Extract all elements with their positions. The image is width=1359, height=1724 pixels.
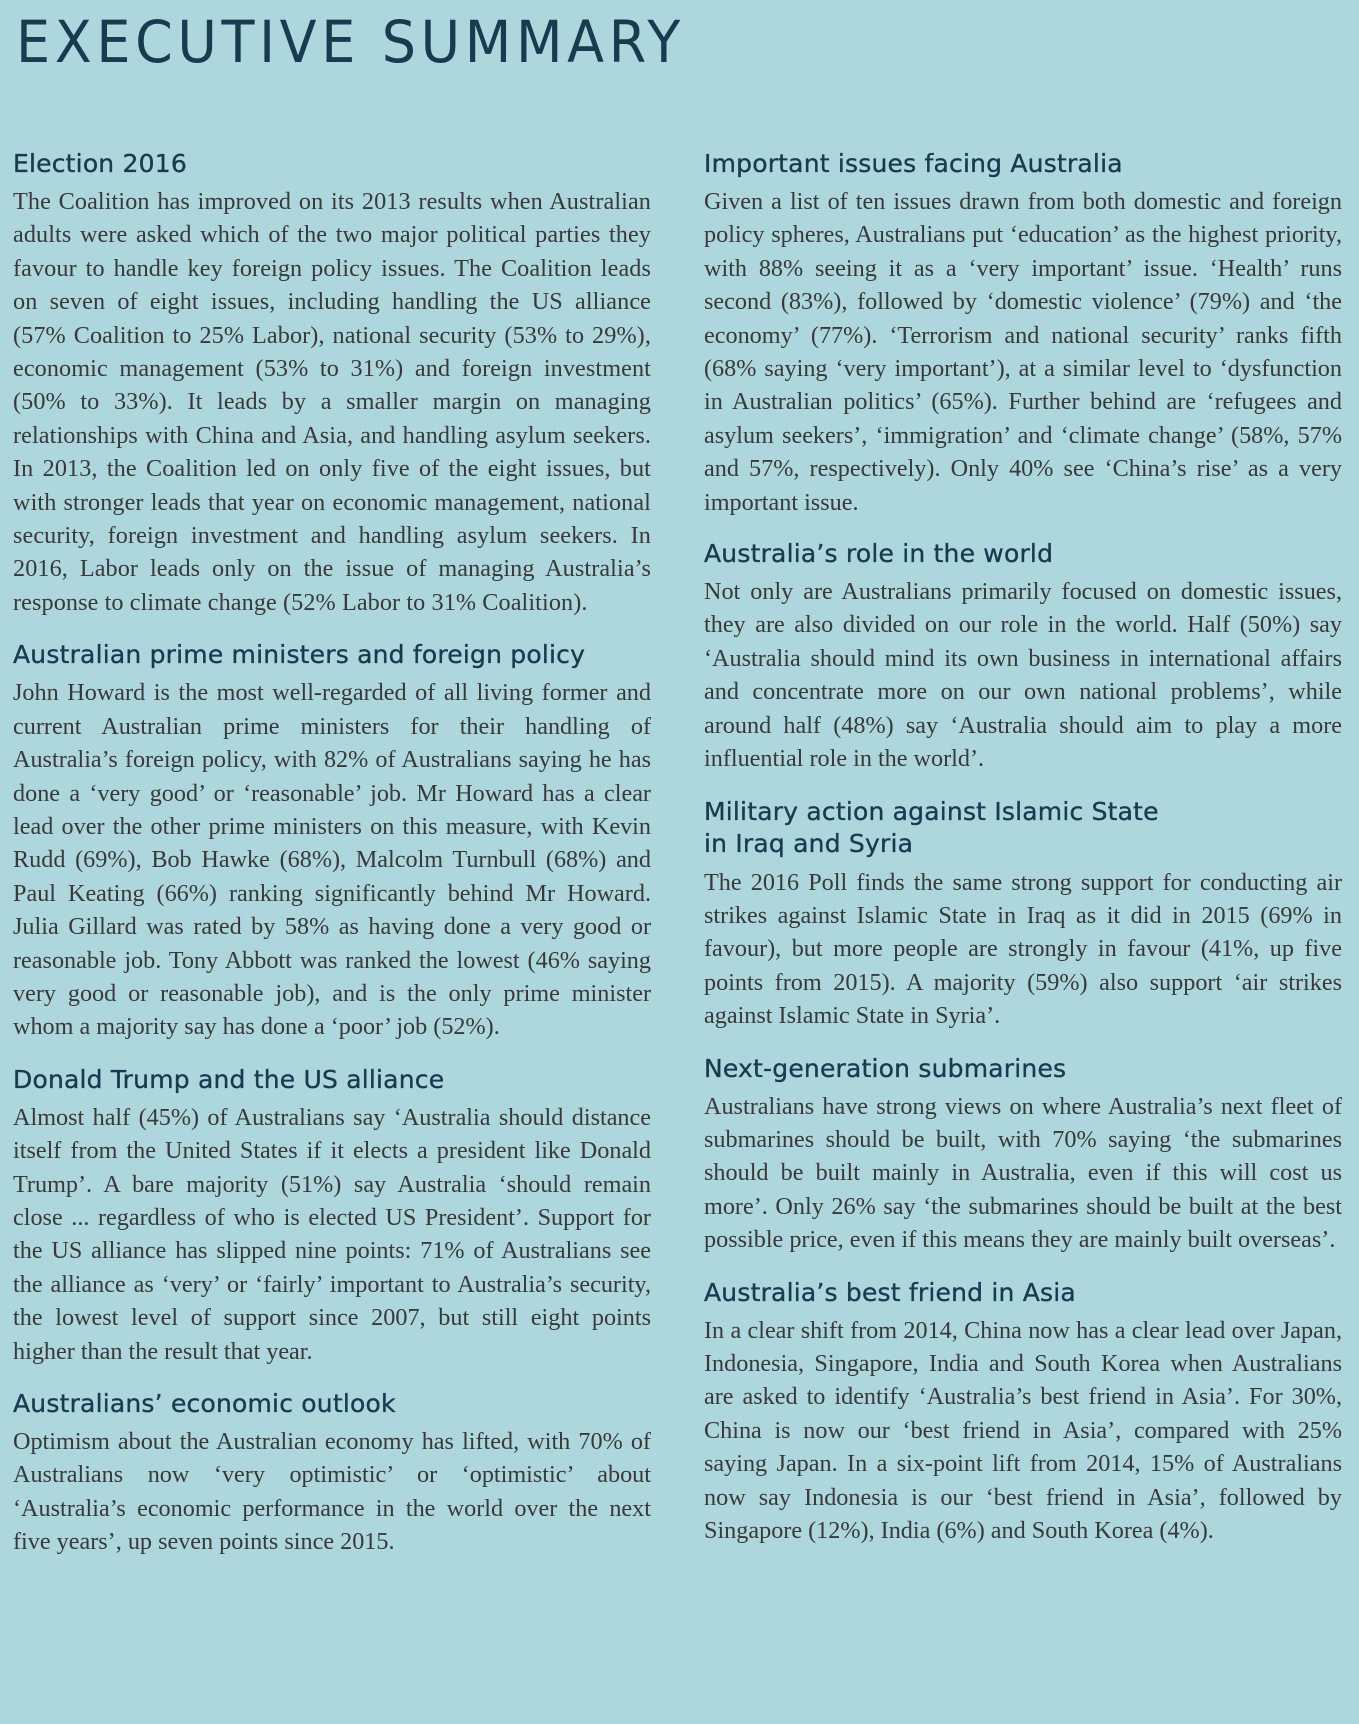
section-body: In a clear shift from 2014, China now has a clear lead over Japan, Indonesia, Singapore, India and South Korea when Australians are asked to identify ‘Australia’s best friend in Asia’. For 30%, China is now our ‘best friend in Asia’, compared with 25% saying Japan. In a six-point lift from 2014, 15% of Australians now say Indonesia is our ‘best friend in Asia’, followed by Singapore (12%), India (6%) and South Korea (4%). [704,1316,1342,1544]
section-body: The Coalition has improved on its 2013 results when Australian adults were asked which of the two major political parties they favour to handle key foreign policy issues. The Coalition leads on seven of eight issues, including handling the US alliance (57% Coalition to 25% Labor), national security (53% to 29%), economic management (53% to 31%) and foreign investment (50% to 33%). It leads by a smaller margin on managing relationships with China and Asia, and handling asylum seekers. In 2013, the Coalition led on only five of the eight issues, but with stronger leads that year on economic management, national security, foreign investment and handling asylum seekers. In 2016, Labor leads only on the issue of managing Australia’s response to climate change (52% Labor to 31% Coalition). [13,188,651,616]
section-submarines [704,1053,1342,1257]
section-trump-us-alliance [13,1064,651,1368]
section-heading: Australia’s best friend in Asia [704,1277,1076,1307]
right-column [704,148,1342,1547]
section-important-issues [704,148,1342,519]
section-body: Australians have strong views on where Australia’s next fleet of submarines should be built, with 70% saying ‘the submarines should be built mainly in Australia, even if this will cost us more’. Only 26% say ‘the submarines should be built at the best possible price, even if this means they are mainly built overseas’. [704,1092,1342,1254]
section-body: John Howard is the most well-regarded of all living former and current Australian prime ministers for their handling of Australia’s foreign policy, with 82% of Australians saying he has done a ‘very good’ or ‘reasonable’ job. Mr Howard has a clear lead over the other prime ministers on this measure, with Kevin Rudd (69%), Bob Hawke (68%), Malcolm Turnbull (68%) and Paul Keating (66%) ranking significantly behind Mr Howard. Julia Gillard was rated by 58% as having done a very good or reasonable job. Tony Abbott was ranked the lowest (46% saying very good or reasonable job), and is the only prime minister whom a majority say has done a ‘poor’ job (52%). [13,679,651,1041]
section-heading: Australians’ economic outlook [13,1389,396,1418]
section-heading-line-1: Military action against Islamic State [704,796,1159,826]
section-heading [704,796,1342,860]
section-body: Given a list of ten issues drawn from both domestic and foreign policy spheres, Australians put ‘education’ as the highest priority, with 88% seeing it as a ‘very important’ issue. ‘Health’ runs second (83%), followed by ‘domestic violence’ (79%) and ‘the economy’ (77%). ‘Terrorism and national security’ ranks fifth (68% saying ‘very important’), at a similar level to ‘dysfunction in Australian politics’ (65%). Further behind are ‘refugees and asylum seekers’, ‘immigration’ and ‘climate change’ (58%, 57% and 57%, respectively). Only 40% see ‘China’s rise’ as a very important issue. [704,188,1342,516]
section-election-2016 [13,148,651,619]
section-heading: Australia’s role in the world [704,539,1054,569]
section-body: Optimism about the Australian economy has lifted, with 70% of Australians now ‘very optimistic’ or ‘optimistic’ about ‘Australia’s economic performance in the world over the next five years’, up seven points since 2015. [13,1428,651,1556]
section-body: Almost half (45%) of Australians say ‘Australia should distance itself from the United States if it elects a president like Donald Trump’. A bare majority (51%) say Australia ‘should remain close ... regardless of who is elected US President’. Support for the US alliance has slipped nine points: 71% of Australians see the alliance as ‘very’ or ‘fairly’ important to Australia’s security, the lowest level of support since 2007, but still eight points higher than the result that year. [13,1103,651,1365]
section-heading: Next-generation submarines [704,1053,1067,1083]
section-role-in-world [704,538,1342,775]
section-heading: Election 2016 [13,149,187,178]
section-body: Not only are Australians primarily focused on domestic issues, they are also divided on our role in the world. Half (50%) say ‘Australia should mind its own business in international affairs and concentrate more on our own national problems’, while around half (48%) say ‘Australia should aim to play a more influential role in the world’. [704,578,1342,773]
section-heading: Donald Trump and the US alliance [13,1064,445,1094]
section-heading: Important issues facing Australia [704,149,1123,178]
section-economic-outlook [13,1388,651,1559]
section-best-friend-asia [704,1277,1342,1548]
section-heading-line-2: in Iraq and Syria [704,828,914,858]
section-prime-ministers [13,639,651,1043]
left-column [13,148,651,1559]
section-military-action [704,796,1342,1033]
section-body: The 2016 Poll finds the same strong support for conducting air strikes against Islamic State in Iraq as it did in 2015 (69% in favour), but more people are strongly in favour (41%, up five points from 2015). A majority (59%) also support ‘air strikes against Islamic State in Syria’. [704,868,1342,1030]
page-title: EXECUTIVE SUMMARY [16,8,685,76]
section-heading: Australian prime ministers and foreign policy [13,640,586,670]
